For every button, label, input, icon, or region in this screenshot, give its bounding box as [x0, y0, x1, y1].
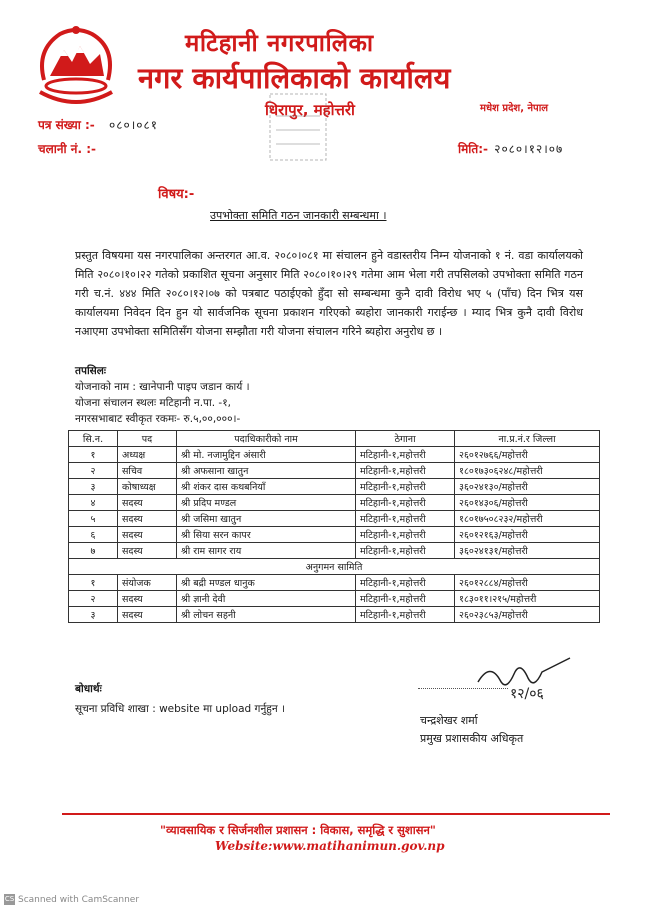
monitoring-committee-title: अनुगमन सामिति	[69, 559, 600, 575]
cell-sn: ४	[69, 495, 118, 511]
cell-citizenship: १८०१७५०८२३२/महोत्तरी	[455, 511, 600, 527]
cell-address: मटिहानी-१,महोत्तरी	[356, 447, 455, 463]
office-name: नगर कार्यपालिकाको कार्यालय	[138, 61, 451, 95]
cell-sn: २	[69, 591, 118, 607]
table-row	[69, 543, 600, 559]
col-post: पद	[118, 431, 177, 447]
table-header-row	[69, 431, 600, 447]
subject-label: विषय:-	[158, 187, 195, 202]
cell-sn: ३	[69, 479, 118, 495]
table-row	[69, 495, 600, 511]
cell-citizenship: २६०२३८५३/महोत्तरी	[455, 607, 600, 623]
bodharth-label: बोधार्थः	[75, 683, 102, 695]
table-row	[69, 607, 600, 623]
project-site: योजना संचालन स्थलः मटिहानी न.पा. -१,	[75, 397, 231, 409]
cell-citizenship: ३६०२४१३१/महोत्तरी	[455, 543, 600, 559]
cell-sn: १	[69, 575, 118, 591]
cell-sn: १	[69, 447, 118, 463]
cell-name: श्री प्रदिप मण्डल	[177, 495, 356, 511]
cell-citizenship: ३६०२४१३०/महोत्तरी	[455, 479, 600, 495]
cell-name: श्री जसिमा खातुन	[177, 511, 356, 527]
cell-name: श्री लोचन सहनी	[177, 607, 356, 623]
footer-website: Website:www.matihanimun.gov.np	[215, 839, 445, 853]
patra-label: पत्र संख्या :-	[38, 118, 95, 132]
chalani-label: चलानी नं. :-	[38, 142, 96, 156]
body-paragraph: प्रस्तुत विषयमा यस नगरपालिका अन्तरगत आ.व. २०८०।०८१ मा संचालन हुने वडास्तरीय निम्न योजनाको १ नं. वडा कार्यालयको मिति २०८०।१०।२२ गतेको प्रकाशित सूचना अनुसार मिति २०८०।१०।२९ गतेमा आम भेला गरी तपसिलको उपभोक्ता समिति गठन गरी च.नं. ४४४ मिति २०८०।१२।०७ को पत्रबाट पठाईएको हुँदा सो सम्बन्धमा कुनै दावी विरोध भए ५ (पाँच) दिन भित्र यस कार्यालयमा निवेदन दिन हुन यो सार्वजनिक सूचना प्रकाशन गरिएको ब्यहोरा जानकारी गराईन्छ । म्याद भित्र कुनै दावी विरोध नआएमा उपभोक्ता समितिसँग योजना सम्झौता गरी योजना संचालन गरिने ब्यहोरा अनुरोध छ ।	[75, 249, 583, 338]
cell-post: सदस्य	[118, 591, 177, 607]
cell-citizenship: २६०१२१६३/महोत्तरी	[455, 527, 600, 543]
cell-address: मटिहानी-१,महोत्तरी	[356, 463, 455, 479]
cell-post: कोषाध्यक्ष	[118, 479, 177, 495]
cell-address: मटिहानी-१,महोत्तरी	[356, 591, 455, 607]
cell-address: मटिहानी-१,महोत्तरी	[356, 607, 455, 623]
cell-address: मटिहानी-१,महोत्तरी	[356, 543, 455, 559]
cell-post: अध्यक्ष	[118, 447, 177, 463]
cell-name: श्री सिया सरन कापर	[177, 527, 356, 543]
cell-post: सचिव	[118, 463, 177, 479]
cell-name: श्री अफसाना खातुन	[177, 463, 356, 479]
monitoring-title-row	[69, 559, 600, 575]
province-label: मधेश प्रदेश, नेपाल	[480, 103, 549, 114]
table-row	[69, 463, 600, 479]
scanner-watermark	[4, 894, 139, 905]
cell-sn: ६	[69, 527, 118, 543]
cell-sn: ५	[69, 511, 118, 527]
table-row	[69, 527, 600, 543]
letter-date	[458, 140, 563, 157]
table-row	[69, 575, 600, 591]
scanner-text: Scanned with CamScanner	[18, 895, 140, 905]
cell-sn: ७	[69, 543, 118, 559]
cell-sn: २	[69, 463, 118, 479]
cell-citizenship: १८३०११।२१५/महोत्तरी	[455, 591, 600, 607]
table-row	[69, 447, 600, 463]
date-value: २०८०।१२।०७	[494, 142, 564, 156]
table-row	[69, 591, 600, 607]
cell-address: मटिहानी-१,महोत्तरी	[356, 527, 455, 543]
tapsil-label: तपसिलः	[75, 365, 107, 377]
camscanner-icon: CS	[4, 895, 15, 903]
cell-name: श्री ज्ञानी देवी	[177, 591, 356, 607]
cell-post: संयोजक	[118, 575, 177, 591]
patra-value: ०८०।०८१	[108, 118, 158, 132]
cell-citizenship: १८०१७३०६२४८/महोत्तरी	[455, 463, 600, 479]
cell-address: मटिहानी-१,महोत्तरी	[356, 575, 455, 591]
cell-sn: ३	[69, 607, 118, 623]
table-row	[69, 511, 600, 527]
signatory-title: प्रमुख प्रशासकीय अधिकृत	[420, 732, 524, 745]
cell-post: सदस्य	[118, 607, 177, 623]
date-label: मिति:-	[458, 142, 489, 156]
col-sn: सि.न.	[69, 431, 118, 447]
office-location: धिरापुर, महोत्तरी	[265, 101, 355, 119]
committee-table	[68, 430, 600, 623]
cell-citizenship: २६०१२७६६/महोत्तरी	[455, 447, 600, 463]
table-row	[69, 479, 600, 495]
bodharth-text: सूचना प्रविधि शाखा : website मा upload गर्नुहुन ।	[75, 703, 285, 715]
patra-sankhya	[38, 116, 158, 133]
footer-slogan: "व्यावसायिक र सिर्जनशील प्रशासन : विकास, समृद्धि र सुशासन"	[160, 823, 436, 837]
office-stamp	[268, 92, 336, 172]
cell-post: सदस्य	[118, 543, 177, 559]
signature-date: १२/०६	[510, 686, 544, 702]
chalani-number	[38, 140, 106, 157]
signatory-name: चन्द्रशेखर शर्मा	[420, 714, 478, 727]
cell-post: सदस्य	[118, 527, 177, 543]
project-name: योजनाको नाम : खानेपानी पाइप जडान कार्य ।	[75, 381, 250, 393]
nepal-emblem-icon	[30, 20, 122, 112]
cell-address: मटिहानी-१,महोत्तरी	[356, 479, 455, 495]
cell-address: मटिहानी-१,महोत्तरी	[356, 511, 455, 527]
cell-name: श्री मो. नजामुद्दिन अंसारी	[177, 447, 356, 463]
cell-citizenship: २६०१४३०६/महोत्तरी	[455, 495, 600, 511]
approved-amount: नगरसभाबाट स्वीकृत रकमः- रु.५,००,०००।-	[75, 413, 241, 425]
col-citizenship: ना.प्र.नं.र जिल्ला	[455, 431, 600, 447]
subject-text: उपभोक्ता समिति गठन जानकारी सम्बन्धमा ।	[210, 209, 387, 222]
cell-post: सदस्य	[118, 511, 177, 527]
footer-rule-top	[62, 813, 610, 815]
col-address: ठेगाना	[356, 431, 455, 447]
col-name: पदाधिकारीको नाम	[177, 431, 356, 447]
handwritten-signature	[470, 652, 580, 702]
cell-name: श्री शंकर दास कथबनियाँ	[177, 479, 356, 495]
cell-citizenship: २६०१२८८४/महोत्तरी	[455, 575, 600, 591]
cell-name: श्री बद्री मण्डल धानुक	[177, 575, 356, 591]
cell-name: श्री राम सागर राय	[177, 543, 356, 559]
cell-post: सदस्य	[118, 495, 177, 511]
municipality-name: मटिहानी नगरपालिका	[185, 29, 374, 57]
cell-address: मटिहानी-१,महोत्तरी	[356, 495, 455, 511]
